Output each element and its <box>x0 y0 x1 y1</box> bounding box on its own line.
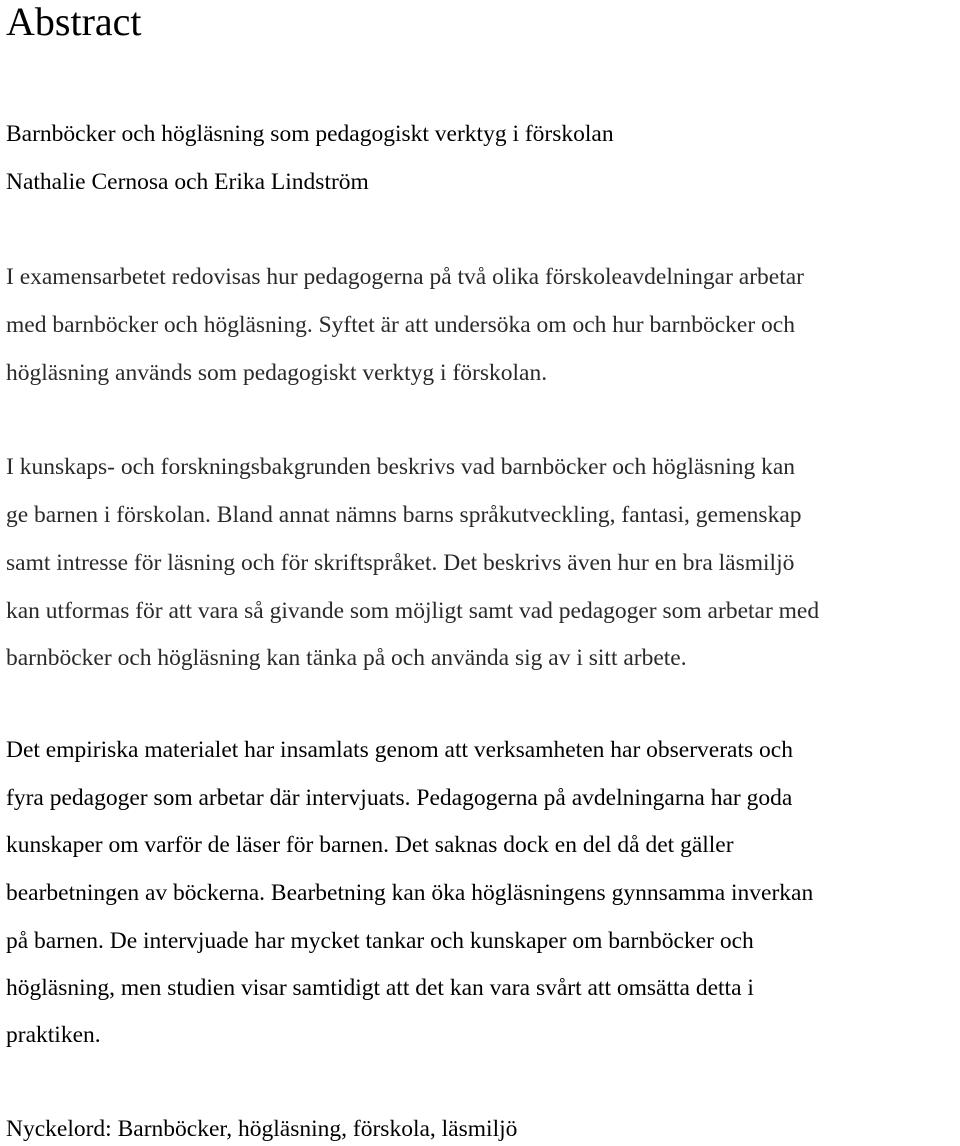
paragraph2-line: ge barnen i förskolan. Bland annat nämns barns språkutveckling, fantasi, gemenskap <box>6 502 802 528</box>
authors: Nathalie Cernosa och Erika Lindström <box>6 169 369 195</box>
paragraph2-line: barnböcker och högläsning kan tänka på och använda sig av i sitt arbete. <box>6 645 687 671</box>
paragraph1-line: högläsning används som pedagogiskt verktyg i förskolan. <box>6 360 548 386</box>
paragraph1-line: I examensarbetet redovisas hur pedagogerna på två olika förskoleavdelningar arbetar <box>6 264 805 290</box>
paragraph3-line: Det empiriska materialet har insamlats genom att verksamheten har observerats och <box>6 737 793 763</box>
paragraph2-line: samt intresse för läsning och för skriftspråket. Det beskrivs även hur en bra läsmiljö <box>6 550 795 576</box>
paragraph3-line: kunskaper om varför de läser för barnen. Det saknas dock en del då det gäller <box>6 832 734 858</box>
abstract-heading: Abstract <box>6 0 142 44</box>
paragraph2-line: kan utformas för att vara så givande som möjligt samt vad pedagoger som arbetar med <box>6 598 820 624</box>
paragraph2-line: I kunskaps- och forskningsbakgrunden beskrivs vad barnböcker och högläsning kan <box>6 454 796 480</box>
paragraph3-line: praktiken. <box>6 1022 101 1048</box>
paragraph3-line: bearbetningen av böckerna. Bearbetning kan öka högläsningens gynnsamma inverkan <box>6 880 814 906</box>
paragraph1-line: med barnböcker och högläsning. Syftet är att undersöka om och hur barnböcker och <box>6 312 795 338</box>
keywords: Nyckelord: Barnböcker, högläsning, förskola, läsmiljö <box>6 1116 518 1142</box>
paragraph3-line: högläsning, men studien visar samtidigt att det kan vara svårt att omsätta detta i <box>6 975 754 1001</box>
paragraph3-line: fyra pedagoger som arbetar där intervjuats. Pedagogerna på avdelningarna har goda <box>6 785 793 811</box>
thesis-title: Barnböcker och högläsning som pedagogiskt verktyg i förskolan <box>6 121 614 147</box>
paragraph3-line: på barnen. De intervjuade har mycket tankar och kunskaper om barnböcker och <box>6 928 754 954</box>
